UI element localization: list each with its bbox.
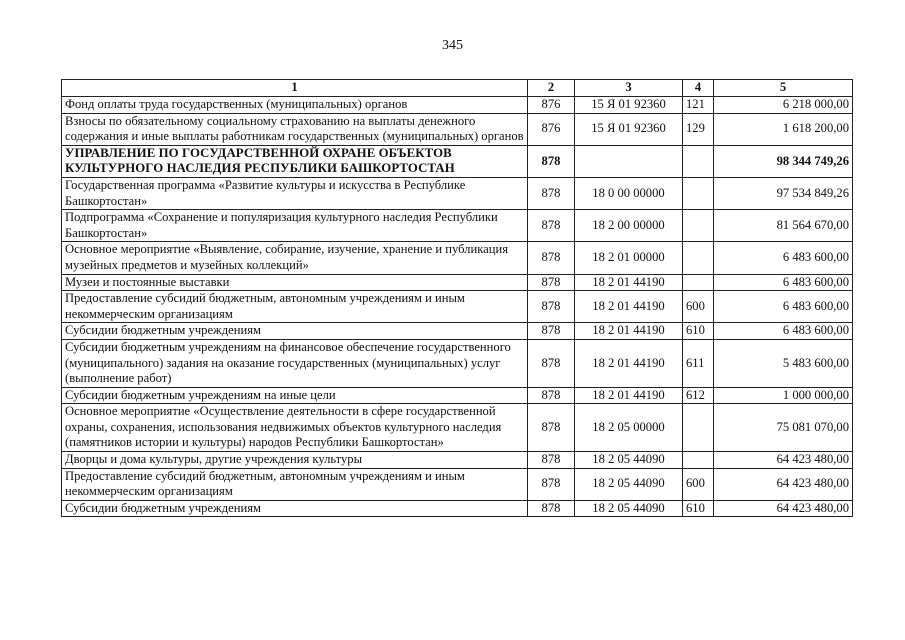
row-code: 878 xyxy=(528,323,575,340)
row-expense-type: 612 xyxy=(683,387,714,404)
table-row xyxy=(62,387,853,404)
row-code: 878 xyxy=(528,500,575,517)
row-classifier: 18 2 01 44190 xyxy=(575,323,683,340)
row-amount: 97 534 849,26 xyxy=(714,177,853,209)
row-classifier: 18 2 01 00000 xyxy=(575,242,683,274)
row-expense-type xyxy=(683,145,714,177)
row-amount: 98 344 749,26 xyxy=(714,145,853,177)
row-name: Субсидии бюджетным учреждениям xyxy=(62,500,528,517)
row-name: Подпрограмма «Сохранение и популяризация культурного наследия Республики Башкортостан» xyxy=(62,210,528,242)
row-classifier: 18 2 05 00000 xyxy=(575,404,683,452)
column-header: 1 xyxy=(62,80,528,97)
row-name: Государственная программа «Развитие культуры и искусства в Республике Башкортостан» xyxy=(62,177,528,209)
table-row xyxy=(62,323,853,340)
table-row xyxy=(62,291,853,323)
column-header: 4 xyxy=(683,80,714,97)
table-row xyxy=(62,500,853,517)
row-amount: 64 423 480,00 xyxy=(714,468,853,500)
row-name: Субсидии бюджетным учреждениям на финансовое обеспечение государственного (муниципального) задания на оказание государственных (муниципальных) услуг (выполнение работ) xyxy=(62,339,528,387)
row-expense-type xyxy=(683,177,714,209)
header-row xyxy=(62,80,853,97)
row-code: 878 xyxy=(528,274,575,291)
row-amount: 6 218 000,00 xyxy=(714,97,853,114)
row-name: Дворцы и дома культуры, другие учреждения культуры xyxy=(62,452,528,469)
row-classifier: 18 2 00 00000 xyxy=(575,210,683,242)
row-code: 876 xyxy=(528,97,575,114)
table-body xyxy=(62,97,853,517)
row-code: 878 xyxy=(528,242,575,274)
table-row xyxy=(62,468,853,500)
row-expense-type: 600 xyxy=(683,291,714,323)
row-classifier: 18 2 01 44190 xyxy=(575,339,683,387)
row-expense-type xyxy=(683,452,714,469)
row-expense-type: 129 xyxy=(683,113,714,145)
table-row xyxy=(62,113,853,145)
row-expense-type xyxy=(683,274,714,291)
row-name: Субсидии бюджетным учреждениям xyxy=(62,323,528,340)
row-name: Предоставление субсидий бюджетным, автономным учреждениям и иным некоммерческим организациям xyxy=(62,468,528,500)
row-amount: 64 423 480,00 xyxy=(714,500,853,517)
row-code: 876 xyxy=(528,113,575,145)
table-row xyxy=(62,242,853,274)
table-row xyxy=(62,145,853,177)
column-header: 5 xyxy=(714,80,853,97)
row-name: УПРАВЛЕНИЕ ПО ГОСУДАРСТВЕННОЙ ОХРАНЕ ОБЪЕКТОВ КУЛЬТУРНОГО НАСЛЕДИЯ РЕСПУБЛИКИ БАШКОРТОСТАН xyxy=(62,145,528,177)
row-classifier: 18 2 01 44190 xyxy=(575,274,683,291)
row-classifier: 18 2 01 44190 xyxy=(575,291,683,323)
row-classifier: 15 Я 01 92360 xyxy=(575,97,683,114)
row-amount: 75 081 070,00 xyxy=(714,404,853,452)
row-amount: 1 618 200,00 xyxy=(714,113,853,145)
row-classifier: 18 2 01 44190 xyxy=(575,387,683,404)
row-amount: 5 483 600,00 xyxy=(714,339,853,387)
row-code: 878 xyxy=(528,387,575,404)
page-number: 345 xyxy=(442,38,463,53)
row-expense-type xyxy=(683,242,714,274)
row-expense-type: 610 xyxy=(683,323,714,340)
row-code: 878 xyxy=(528,291,575,323)
row-code: 878 xyxy=(528,452,575,469)
row-code: 878 xyxy=(528,210,575,242)
row-name: Основное мероприятие «Осуществление деятельности в сфере государственной охраны, сохранения, использования недвижимых объектов культурного наследия (памятников истории и культуры) народов Республики Башкортостан» xyxy=(62,404,528,452)
row-amount: 1 000 000,00 xyxy=(714,387,853,404)
row-classifier: 18 2 05 44090 xyxy=(575,468,683,500)
row-classifier: 18 0 00 00000 xyxy=(575,177,683,209)
row-expense-type: 611 xyxy=(683,339,714,387)
row-name: Взносы по обязательному социальному страхованию на выплаты денежного содержания и иные выплаты работникам государственных (муниципальных) органов xyxy=(62,113,528,145)
row-code: 878 xyxy=(528,339,575,387)
row-amount: 64 423 480,00 xyxy=(714,452,853,469)
row-expense-type xyxy=(683,404,714,452)
row-classifier: 18 2 05 44090 xyxy=(575,452,683,469)
row-amount: 6 483 600,00 xyxy=(714,242,853,274)
row-amount: 6 483 600,00 xyxy=(714,323,853,340)
row-code: 878 xyxy=(528,404,575,452)
row-name: Основное мероприятие «Выявление, собирание, изучение, хранение и публикация музейных предметов и музейных коллекций» xyxy=(62,242,528,274)
row-classifier: 15 Я 01 92360 xyxy=(575,113,683,145)
row-name: Фонд оплаты труда государственных (муниципальных) органов xyxy=(62,97,528,114)
row-name: Субсидии бюджетным учреждениям на иные цели xyxy=(62,387,528,404)
table-row xyxy=(62,404,853,452)
row-code: 878 xyxy=(528,468,575,500)
column-header: 3 xyxy=(575,80,683,97)
row-amount: 81 564 670,00 xyxy=(714,210,853,242)
table-row xyxy=(62,210,853,242)
row-expense-type xyxy=(683,210,714,242)
row-classifier: 18 2 05 44090 xyxy=(575,500,683,517)
row-code: 878 xyxy=(528,177,575,209)
table-row xyxy=(62,339,853,387)
budget-table xyxy=(61,79,853,517)
row-amount: 6 483 600,00 xyxy=(714,274,853,291)
row-expense-type: 121 xyxy=(683,97,714,114)
table-row xyxy=(62,452,853,469)
row-name: Предоставление субсидий бюджетным, автономным учреждениям и иным некоммерческим организациям xyxy=(62,291,528,323)
column-header: 2 xyxy=(528,80,575,97)
row-classifier xyxy=(575,145,683,177)
table-row xyxy=(62,274,853,291)
row-code: 878 xyxy=(528,145,575,177)
row-expense-type: 610 xyxy=(683,500,714,517)
row-name: Музеи и постоянные выставки xyxy=(62,274,528,291)
table-row xyxy=(62,97,853,114)
row-amount: 6 483 600,00 xyxy=(714,291,853,323)
table-row xyxy=(62,177,853,209)
row-expense-type: 600 xyxy=(683,468,714,500)
